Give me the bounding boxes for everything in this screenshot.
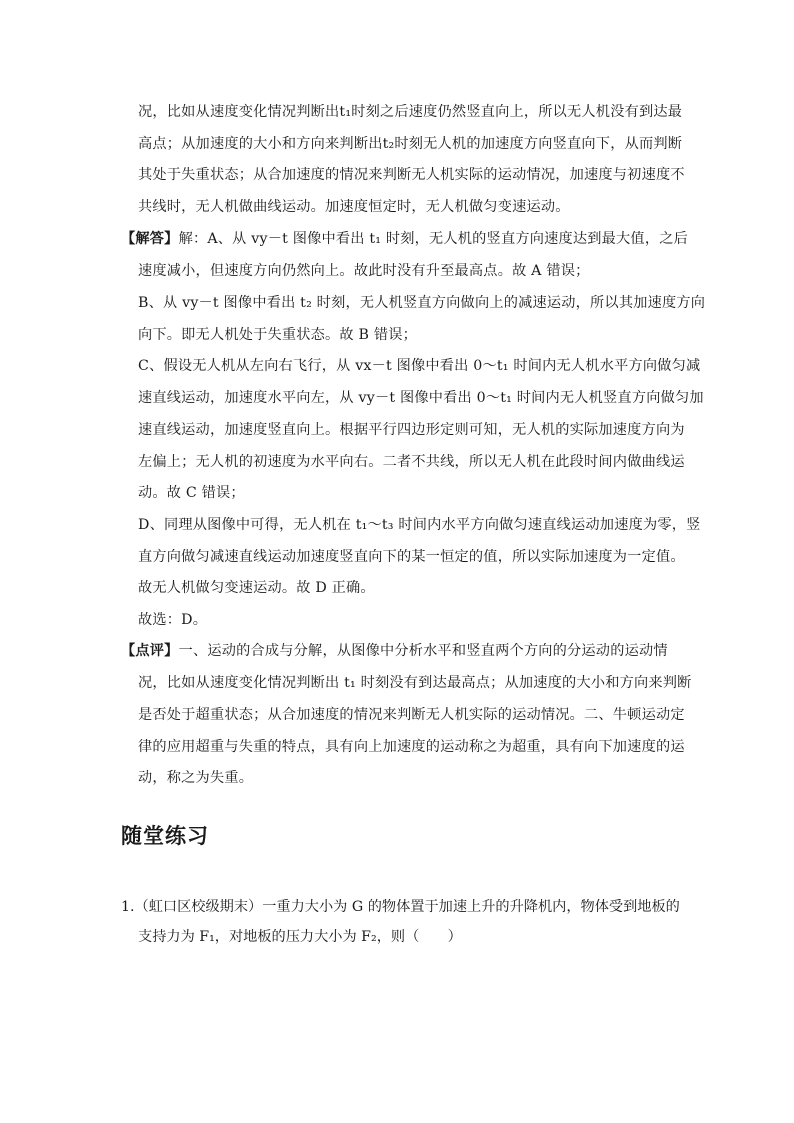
solution-tag: 【解答】 [121,231,179,247]
solution-line-5: C、假设无人机从左向右飞行，从 vx－t 图像中看出 0～t₁ 时间内无人机水平方向做匀减 [138,358,701,374]
section-title: 随堂练习 [121,824,209,848]
solution-line-6: 速直线运动，加速度水平向左，从 vy－t 图像中看出 0～t₁ 时间内无人机竖直方向做匀加 [138,390,704,406]
question-1-line-1: 1.（虹口区校级期末）一重力大小为 G 的物体置于加速上升的升降机内，物体受到地板的 [121,899,680,915]
comment-text-1: 一、运动的合成与分解，从图像中分析水平和竖直两个方向的分运动的运动情 [178,643,668,659]
analysis-line-4: 共线时，无人机做曲线运动。加速度恒定时，无人机做匀变速运动。 [138,199,570,215]
comment-line-1 [121,641,668,661]
solution-line-1 [121,229,688,249]
analysis-line-3: 其处于失重状态；从合加速度的情况来判断无人机实际的运动情况，加速度与初速度不 [138,167,685,183]
solution-line-7: 速直线运动，加速度竖直向上。根据平行四边形定则可知，无人机的实际加速度方向为 [138,422,685,438]
solution-line-9: 动。故 C 错误； [138,485,245,501]
solution-line-10: D、同理从图像中可得，无人机在 t₁～t₃ 时间内水平方向做匀速直线运动加速度为零，竖 [138,517,701,533]
comment-line-2: 况，比如从速度变化情况判断出 t₁ 时刻没有到达最高点；从加速度的大小和方向来判断 [138,675,692,691]
solution-line-11: 直方向做匀减速直线运动加速度竖直向下的某一恒定的值，所以实际加速度为一定值。 [138,549,685,565]
solution-line-3: B、从 vy－t 图像中看出 t₂ 时刻，无人机竖直方向做向上的减速运动，所以其加速度方向 [138,295,706,311]
analysis-line-1: 况，比如从速度变化情况判断出t₁时刻之后速度仍然竖直向上，所以无人机没有到达最 [138,104,683,120]
comment-line-5: 动，称之为失重。 [138,770,254,786]
solution-line-12: 故无人机做匀变速运动。故 D 正确。 [138,580,375,596]
comment-line-4: 律的应用超重与失重的特点，具有向上加速度的运动称之为超重，具有向下加速度的运 [138,739,685,755]
comment-tag: 【点评】 [121,643,179,659]
question-1-line-2: 支持力为 F₁，对地板的压力大小为 F₂，则（ ） [138,929,462,945]
solution-line-13: 故选：D。 [138,612,208,628]
analysis-line-2: 高点；从加速度的大小和方向来判断出t₂时刻无人机的加速度方向竖直向下，从而判断 [138,136,683,152]
solution-line-4: 向下。即无人机处于失重状态。故 B 错误； [138,327,418,343]
solution-line-8: 左偏上；无人机的初速度为水平向右。二者不共线，所以无人机在此段时间内做曲线运 [138,454,685,470]
solution-text-1: 解：A、从 vy－t 图像中看出 t₁ 时刻，无人机的竖直方向速度达到最大值，之后 [178,231,688,247]
solution-line-2: 速度减小，但速度方向仍然向上。故此时没有升至最高点。故 A 错误； [138,263,590,279]
comment-line-3: 是否处于超重状态；从合加速度的情况来判断无人机实际的运动情况。二、牛顿运动定 [138,707,685,723]
